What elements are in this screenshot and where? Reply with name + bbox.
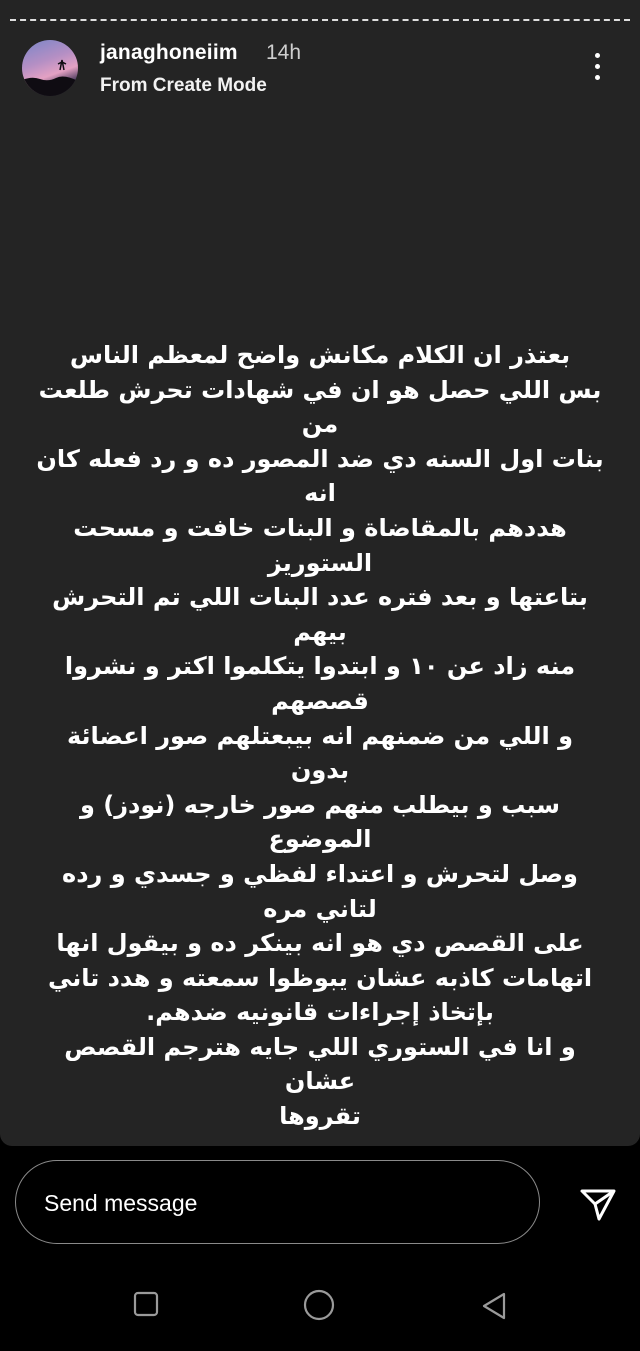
- square-icon: [132, 1290, 160, 1318]
- circle-icon: [302, 1288, 336, 1322]
- system-navigation-bar: [0, 1268, 640, 1351]
- avatar[interactable]: [22, 40, 78, 96]
- avatar-sunset-image: [22, 40, 78, 96]
- send-button[interactable]: [578, 1184, 618, 1224]
- story-timestamp: 14h: [266, 41, 302, 64]
- story-text: بعتذر ان الكلام مكانش واضح لمعظم الناس بس اللي حصل هو ان في شهادات تحرش طلعت من بنات اول السنه دي ضد المصور ده و رد فعله كان انه هددهم بالمقاضاة و البنات خافت و مسحت الستوريز بتاعتها و بعد فتره عدد البنات اللي تم التحرش بيهم منه زاد عن ١٠ و ابتدوا يتكلموا اكتر و نشروا قصصهم و اللي من ضمنهم انه بيبعتلهم صور اعضائة بدون سبب و بيطلب منهم صور خارجه (نودز) و الموضوع وصل لتحرش و اعتداء لفظي و جسدي و رده لتاني مره على القصص دي هو انه بينكر ده و بيقول انها اتهامات كاذبه عشان يبوظوا سمعته و هدد تاني بإتخاذ إجراءات قانونيه ضدهم. و انا في الستوري اللي جايه هترجم القصص عشان تقروها: [36, 341, 604, 1131]
- more-vertical-icon: [595, 64, 600, 69]
- story-subtitle: From Create Mode: [100, 75, 267, 96]
- paper-plane-icon: [578, 1184, 618, 1224]
- story-progress-bar: [10, 19, 630, 23]
- home-button[interactable]: [302, 1288, 336, 1327]
- back-button[interactable]: [478, 1290, 510, 1327]
- send-message-input[interactable]: [42, 1185, 506, 1221]
- more-options-button[interactable]: [584, 50, 612, 84]
- send-message-field[interactable]: [15, 1160, 540, 1244]
- more-vertical-icon: [595, 53, 600, 58]
- recents-button[interactable]: [132, 1290, 160, 1323]
- story-username[interactable]: janaghoneiim: [100, 41, 238, 64]
- more-vertical-icon: [595, 75, 600, 80]
- triangle-back-icon: [478, 1290, 510, 1322]
